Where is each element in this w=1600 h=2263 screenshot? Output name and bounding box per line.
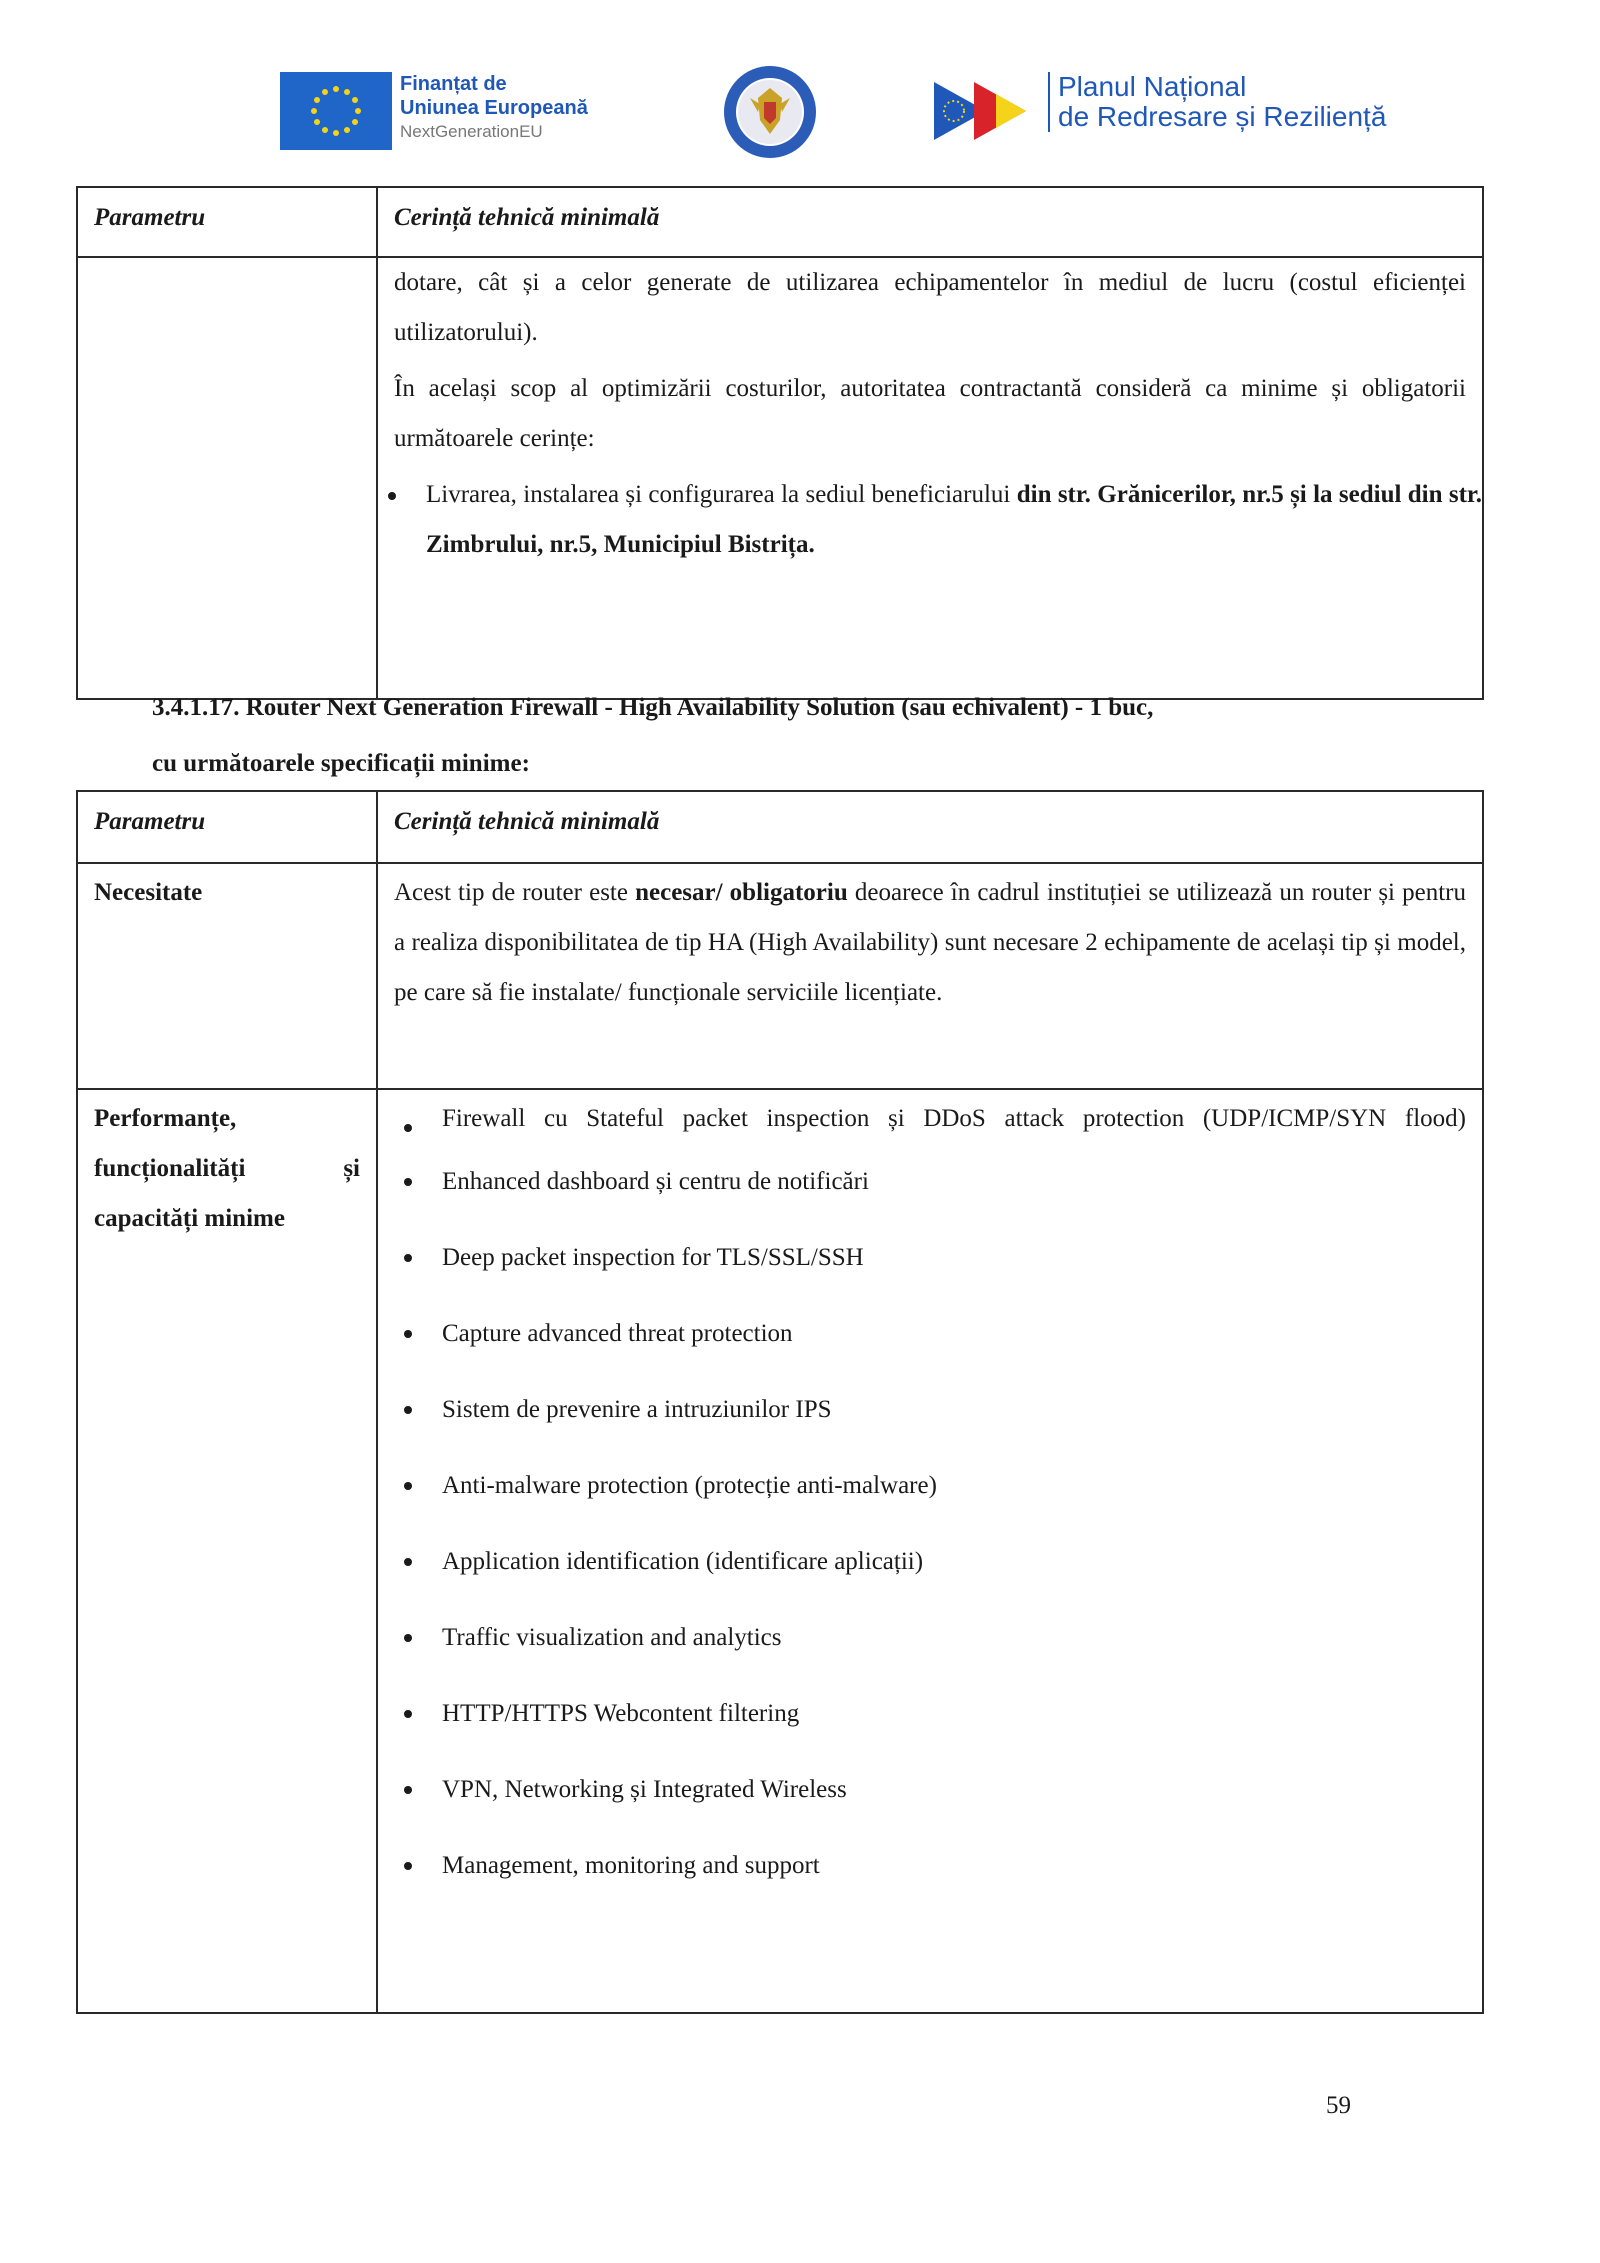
- list-item: [394, 1524, 1466, 1600]
- list-item: [394, 1296, 1466, 1372]
- bullet-icon: [404, 1406, 412, 1414]
- bullet-icon: [388, 492, 396, 500]
- requirement-cell-performante: [377, 1089, 1483, 2013]
- bullet-icon: [404, 1254, 412, 1262]
- bullet-icon: [404, 1482, 412, 1490]
- table-header-parametru: Parametru: [77, 187, 377, 257]
- bullet-icon: [404, 1330, 412, 1338]
- eu-line-2: Uniunea Europeană: [400, 97, 588, 119]
- bullet-text: Enhanced dashboard și centru de notificări: [442, 1168, 869, 1195]
- list-item: [394, 1220, 1466, 1296]
- bullet-bold-text: din str. Grănicerilor, nr.5 și la sediul din str. Zimbrului, nr.5, Municipiul Bistrița.: [426, 481, 1482, 558]
- bullet-icon: [404, 1558, 412, 1566]
- bullet-text: Management, monitoring and support: [442, 1852, 820, 1879]
- bullet-icon: [404, 1710, 412, 1718]
- requirement-cell: [377, 257, 1483, 699]
- eu-flag-icon: [280, 72, 392, 150]
- requirement-cell-necesitate: [377, 863, 1483, 1089]
- page-number: 59: [1326, 2092, 1351, 2119]
- bullet-text: Capture advanced threat protection: [442, 1320, 793, 1347]
- requirement-paragraph: dotare, cât și a celor generate de utilizarea echipamentelor în mediul de lucru (costul eficienței utilizatorului).: [394, 269, 1466, 346]
- table-header-cerinta: Cerință tehnică minimală: [377, 791, 1483, 863]
- bullet-icon: [404, 1862, 412, 1870]
- requirement-bullet-list: [378, 470, 1482, 570]
- page-header: [0, 60, 1600, 170]
- bullet-icon: [404, 1124, 412, 1132]
- bullet-text: Application identification (identificare aplicații): [442, 1548, 924, 1575]
- spec-table-continued: [76, 186, 1484, 700]
- param-label: Performanțe, funcționalități și capacități minime: [94, 1105, 360, 1232]
- list-item: [394, 1144, 1466, 1220]
- bullet-icon: [404, 1786, 412, 1794]
- list-item: [378, 470, 1482, 570]
- feature-bullet-list: [378, 1090, 1482, 1904]
- romanian-government-seal-icon: [722, 64, 818, 160]
- bullet-text: Anti-malware protection (protecție anti-malware): [442, 1472, 937, 1499]
- spec-table-router: [76, 790, 1484, 2014]
- param-label: Necesitate: [94, 879, 203, 906]
- eu-line-3: NextGenerationEU: [400, 122, 543, 141]
- param-cell-necesitate: [77, 863, 377, 1089]
- pnrr-text: [1048, 72, 1386, 132]
- pnrr-arrows-icon: [934, 76, 1042, 146]
- bullet-text: VPN, Networking și Integrated Wireless: [442, 1776, 847, 1803]
- param-cell-performante: [77, 1089, 377, 2013]
- bullet-text: Traffic visualization and analytics: [442, 1624, 782, 1651]
- list-item: [394, 1676, 1466, 1752]
- section-title-line-1: 3.4.1.17. Router Next Generation Firewall - High Availability Solution (sau echivalent) - 1 buc,: [152, 694, 1154, 721]
- list-item: [394, 1448, 1466, 1524]
- list-item: [394, 1372, 1466, 1448]
- pnrr-line-2: de Redresare și Reziliență: [1058, 101, 1387, 132]
- list-item: [394, 1090, 1466, 1144]
- table-header-parametru: Parametru: [77, 791, 377, 863]
- table-header-cerinta: Cerință tehnică minimală: [377, 187, 1483, 257]
- eu-funding-text: [400, 72, 588, 144]
- requirement-paragraph: În același scop al optimizării costurilor, autoritatea contractantă consideră ca minime și obligatorii următoarele cerințe:: [394, 375, 1466, 452]
- pnrr-line-1: Planul Național: [1058, 71, 1247, 102]
- param-label-line: funcționalități și: [94, 1155, 360, 1182]
- section-title: [152, 680, 1492, 792]
- bullet-text: HTTP/HTTPS Webcontent filtering: [442, 1700, 800, 1727]
- list-item: [394, 1828, 1466, 1904]
- bullet-icon: [404, 1634, 412, 1642]
- bullet-text: Firewall cu Stateful packet inspection și DDoS attack protection (UDP/ICMP/SYN flood): [442, 1105, 1466, 1132]
- section-title-line-2: cu următoarele specificații minime:: [152, 750, 530, 777]
- bullet-text: Deep packet inspection for TLS/SSL/SSH: [442, 1244, 864, 1271]
- bullet-icon: [404, 1178, 412, 1186]
- list-item: [394, 1752, 1466, 1828]
- requirement-paragraph: Acest tip de router este necesar/ obligatoriu deoarece în cadrul instituției se utilizează un router și pentru a realiza disponibilitatea de tip HA (High Availability) sunt necesare 2 echipamente de același tip și model, pe care să fie instalate/ funcționale serviciile licențiate.: [394, 879, 1466, 1006]
- eu-line-1: Finanțat de: [400, 73, 507, 95]
- param-cell-empty: [77, 257, 377, 699]
- bullet-text: Sistem de prevenire a intruziunilor IPS: [442, 1396, 832, 1423]
- bullet-text: Livrarea, instalarea și configurarea la sediul beneficiarului: [426, 481, 1017, 508]
- list-item: [394, 1600, 1466, 1676]
